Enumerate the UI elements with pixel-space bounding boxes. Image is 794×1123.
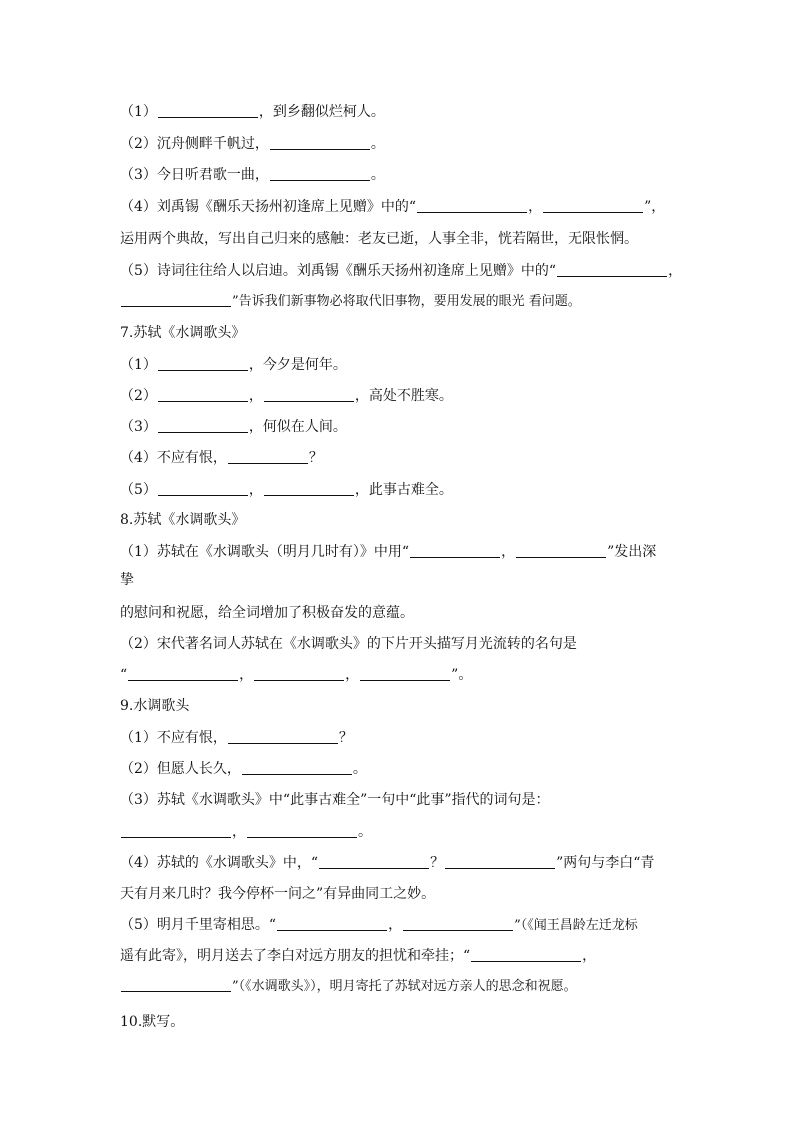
text: ？ [338, 730, 353, 746]
text: （4）不应有恨， [120, 450, 227, 466]
answer-blank[interactable] [445, 854, 555, 869]
line-q9-5 [120, 915, 674, 936]
answer-blank[interactable] [270, 135, 370, 150]
line-q9-1 [120, 728, 674, 748]
text: （1）苏轼在《水调歌头（明月几时有）》中用“ [120, 544, 410, 560]
text: ， [248, 482, 263, 498]
answer-blank[interactable] [247, 823, 357, 838]
text: 运用两个典故，写出自己归来的感触：老友已逝，人事全非，恍若隔世，无限怅惘。 [120, 231, 638, 247]
line-q9-3 [120, 790, 674, 810]
answer-blank[interactable] [158, 481, 248, 496]
text: （2） [120, 388, 157, 404]
line-q7-3 [120, 417, 674, 437]
text: ”告诉我们新事物必将取代旧事物，要用发展的眼光 看问题。 [232, 294, 581, 309]
text: ， [528, 199, 543, 215]
answer-blank[interactable] [128, 666, 238, 681]
line-q6-3 [120, 165, 674, 185]
text: （1）不应有恨， [120, 730, 227, 746]
answer-blank[interactable] [242, 760, 352, 775]
text: ， [345, 667, 360, 683]
text: ， [582, 948, 597, 964]
answer-blank[interactable] [277, 916, 387, 931]
text: ”两句与李白“青 [556, 855, 655, 871]
heading-q7 [120, 323, 674, 343]
text: （3）今日听君歌一曲， [120, 167, 269, 183]
text: （2）宋代著名词人苏轼在《水调歌头》的下片开头描写月光流转的名句是 [120, 636, 577, 652]
line-q9-2 [120, 759, 674, 779]
text: ， [388, 917, 403, 933]
text: （1） [120, 104, 157, 120]
answer-blank[interactable] [158, 387, 248, 402]
answer-blank[interactable] [121, 977, 231, 992]
text: ， [248, 388, 263, 404]
answer-blank[interactable] [543, 198, 643, 213]
text: （5）诗词往往给人以启迪。刘禹锡《酬乐天扬州初逢席上见赠》中的“ [120, 263, 557, 279]
answer-blank[interactable] [228, 449, 308, 464]
answer-blank[interactable] [417, 198, 527, 213]
text: （2）但愿人长久， [120, 761, 241, 777]
text: ， [232, 824, 246, 840]
line-q9-5-cont2 [120, 977, 674, 997]
answer-blank[interactable] [228, 729, 338, 744]
line-q7-2 [120, 386, 674, 406]
text: 。 [352, 761, 367, 777]
text: （4）刘禹锡《酬乐天扬州初逢席上见赠》中的“ [120, 199, 417, 215]
line-q9-5-cont [120, 946, 674, 966]
text: 。 [370, 167, 385, 183]
answer-blank[interactable] [121, 823, 231, 838]
text: ”（《水调歌头》），明月寄托了苏轼对远方亲人的思念和祝愿。 [232, 979, 577, 994]
line-q6-2 [120, 134, 674, 154]
line-q7-4 [120, 448, 674, 468]
heading-q9 [120, 696, 674, 716]
text: 遥有此寄》，明月送去了李白对远方朋友的担忧和牵挂；“ [120, 948, 471, 964]
line-q9-3-cont [120, 822, 674, 842]
text: ， [501, 544, 516, 560]
answer-blank[interactable] [158, 418, 248, 433]
line-q6-4-cont [120, 229, 674, 249]
text: 。 [370, 136, 385, 152]
answer-blank[interactable] [403, 916, 513, 931]
answer-blank[interactable] [319, 854, 429, 869]
text: ， [239, 667, 254, 683]
text: 9.水调歌头 [120, 698, 190, 714]
text: 10.默写。 [120, 1014, 185, 1030]
answer-blank[interactable] [410, 543, 500, 558]
line-q8-2 [120, 634, 674, 654]
answer-blank[interactable] [471, 947, 581, 962]
answer-blank[interactable] [264, 387, 354, 402]
text: （2）沉舟侧畔千帆过， [120, 136, 269, 152]
answer-blank[interactable] [360, 666, 450, 681]
text: ”， [644, 199, 666, 215]
text: （5） [120, 482, 157, 498]
line-q7-5 [120, 480, 674, 500]
line-q6-1 [120, 102, 674, 122]
text: （3）苏轼《水调歌头》中“此事古难全”一句中“此事”指代的词句是： [120, 792, 550, 808]
text: ，此事古难全。 [354, 482, 453, 498]
answer-blank[interactable] [264, 481, 354, 496]
text: （1） [120, 357, 157, 373]
answer-blank[interactable] [270, 166, 370, 181]
line-q8-1-wrap [120, 570, 674, 590]
text: ，高处不胜寒。 [354, 388, 453, 404]
answer-blank[interactable] [158, 356, 248, 371]
text: ，今夕是何年。 [248, 357, 347, 373]
line-q8-1 [120, 542, 674, 562]
text: 8.苏轼《水调歌头》 [120, 512, 246, 528]
line-q9-4-cont [120, 884, 674, 904]
heading-q8 [120, 510, 674, 530]
answer-blank[interactable] [557, 262, 667, 277]
text: ？ [308, 450, 323, 466]
line-q8-2-cont [120, 665, 674, 685]
answer-blank[interactable] [254, 666, 344, 681]
text: ，到乡翻似烂柯人。 [258, 104, 385, 120]
answer-blank[interactable] [516, 543, 606, 558]
text: ”发出深 [607, 544, 657, 560]
text: （5）明月千里寄相思。“ [120, 917, 277, 933]
text: 天有月来几时？我今停杯一问之”有异曲同工之妙。 [120, 886, 436, 902]
text: ”（《闻王昌龄左迁龙标 [514, 918, 638, 933]
text: 的慰问和祝愿，给全词增加了积极奋发的意蕴。 [120, 605, 414, 621]
text: ？ [430, 855, 445, 871]
line-q8-1-cont [120, 603, 674, 623]
answer-blank[interactable] [121, 292, 231, 307]
line-q9-4 [120, 853, 674, 873]
heading-q10 [120, 1012, 674, 1032]
text: 7.苏轼《水调歌头》 [120, 325, 246, 341]
text: ，何似在人间。 [248, 419, 347, 435]
line-q6-4 [120, 197, 674, 217]
answer-blank[interactable] [158, 103, 258, 118]
line-q7-1 [120, 355, 674, 375]
text: 挚 [120, 572, 134, 588]
text: （4）苏轼的《水调歌头》中，“ [120, 855, 319, 871]
text: 。 [358, 824, 372, 840]
line-q6-5-cont [120, 292, 674, 312]
text: （3） [120, 419, 157, 435]
text: “ [120, 667, 128, 683]
line-q6-5 [120, 261, 683, 281]
text: ， [668, 263, 683, 279]
text: ”。 [451, 667, 473, 683]
